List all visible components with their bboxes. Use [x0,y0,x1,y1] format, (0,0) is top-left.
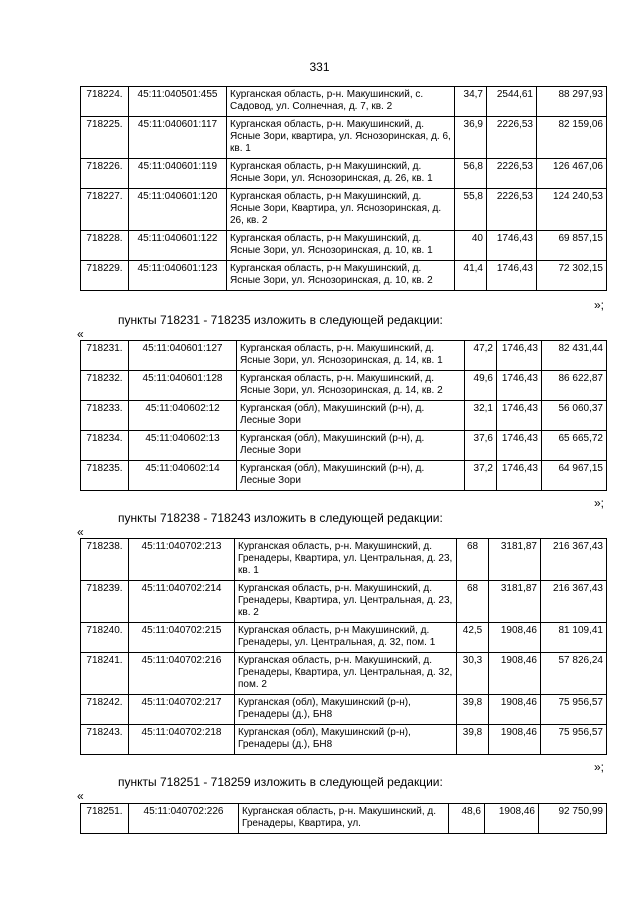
cadastral-number: 45:11:040501:455 [129,87,227,117]
table-1 [80,86,607,291]
value: 81 109,41 [541,623,607,653]
value: 64 967,15 [542,461,607,491]
table-row [81,371,607,401]
address: Курганская область, р-н Макушинский, д. Ясные Зори, Квартира, ул. Яснозоринская, д. 26, кв. 2 [227,189,455,231]
cadastral-number: 45:11:040601:120 [129,189,227,231]
address: Курганская область, р-н. Макушинский, д. Ясные Зори, квартира, ул. Яснозоринская, д. 6, кв. 1 [227,117,455,159]
table-row [81,539,607,581]
value: 216 367,43 [541,581,607,623]
row-number: 718239. [81,581,129,623]
value: 82 159,06 [537,117,607,159]
area: 41,4 [455,261,487,291]
value: 56 060,37 [542,401,607,431]
area: 34,7 [455,87,487,117]
address: Курганская область, р-н. Макушинский, д. Ясные Зори, ул. Яснозоринская, д. 14, кв. 2 [237,371,465,401]
cadastral-number: 45:11:040702:226 [129,804,239,834]
rate: 1746,43 [487,231,537,261]
value: 75 956,57 [541,725,607,755]
value: 72 302,15 [537,261,607,291]
cadastral-number: 45:11:040702:218 [129,725,235,755]
address: Курганская (обл), Макушинский (р-н), д. Лесные Зори [237,401,465,431]
area: 48,6 [449,804,485,834]
area: 39,8 [457,695,489,725]
cadastral-number: 45:11:040602:14 [129,461,237,491]
area: 37,6 [465,431,497,461]
rate: 1746,43 [497,431,542,461]
area: 68 [457,539,489,581]
table-row [81,725,607,755]
cadastral-number: 45:11:040702:213 [129,539,235,581]
page-number: 331 [309,60,330,74]
value: 65 665,72 [542,431,607,461]
address: Курганская область, р-н. Макушинский, д. Гренадеры, Квартира, ул. [239,804,449,834]
rate: 1908,46 [485,804,539,834]
cadastral-number: 45:11:040601:123 [129,261,227,291]
row-number: 718243. [81,725,129,755]
cadastral-number: 45:11:040702:214 [129,581,235,623]
closing-quote: »; [594,496,605,510]
value: 92 750,99 [539,804,607,834]
cadastral-number: 45:11:040602:13 [129,431,237,461]
table-row [81,431,607,461]
table-row [81,804,607,834]
address: Курганская область, р-н. Макушинский, д. Ясные Зори, ул. Яснозоринская, д. 14, кв. 1 [237,341,465,371]
cadastral-number: 45:11:040601:127 [129,341,237,371]
table-row [81,231,607,261]
cadastral-number: 45:11:040601:119 [129,159,227,189]
value: 216 367,43 [541,539,607,581]
row-number: 718224. [81,87,129,117]
table-row [81,623,607,653]
table-row [81,261,607,291]
table-2 [80,340,607,491]
area: 56,8 [455,159,487,189]
row-number: 718251. [81,804,129,834]
row-number: 718227. [81,189,129,231]
area: 39,8 [457,725,489,755]
value: 75 956,57 [541,695,607,725]
address: Курганская область, р-н Макушинский, д. Ясные Зори, ул. Яснозоринская, д. 10, кв. 1 [227,231,455,261]
rate: 1746,43 [497,401,542,431]
cadastral-number: 45:11:040601:122 [129,231,227,261]
area: 40 [455,231,487,261]
table-4 [80,803,607,834]
cadastral-number: 45:11:040602:12 [129,401,237,431]
table-row [81,117,607,159]
address: Курганская (обл), Макушинский (р-н), д. Лесные Зори [237,431,465,461]
address: Курганская область, р-н. Макушинский, д. Гренадеры, Квартира, ул. Центральная, д. 23, кв. 2 [235,581,457,623]
area: 37,2 [465,461,497,491]
area: 49,6 [465,371,497,401]
address: Курганская (обл), Макушинский (р-н), Гренадеры (д.), БН8 [235,695,457,725]
table-row [81,695,607,725]
row-number: 718228. [81,231,129,261]
row-number: 718234. [81,431,129,461]
instruction-text: пункты 718238 - 718243 изложить в следующей редакции: [118,511,443,525]
area: 55,8 [455,189,487,231]
address: Курганская (обл), Макушинский (р-н), д. Лесные Зори [237,461,465,491]
opening-quote: « [77,525,84,539]
row-number: 718241. [81,653,129,695]
closing-quote: »; [594,298,605,312]
area: 47,2 [465,341,497,371]
address: Курганская область, р-н Макушинский, д. Гренадеры, ул. Центральная, д. 32, пом. 1 [235,623,457,653]
table-row [81,401,607,431]
value: 126 467,06 [537,159,607,189]
table-3 [80,538,607,755]
table-row [81,341,607,371]
cadastral-number: 45:11:040702:215 [129,623,235,653]
rate: 1746,43 [487,261,537,291]
rate: 1908,46 [489,623,541,653]
rate: 1908,46 [489,695,541,725]
cadastral-number: 45:11:040702:216 [129,653,235,695]
address: Курганская область, р-н. Макушинский, д. Гренадеры, Квартира, ул. Центральная, д. 32, пом. 2 [235,653,457,695]
value: 82 431,44 [542,341,607,371]
instruction-text: пункты 718251 - 718259 изложить в следующей редакции: [118,775,443,789]
rate: 2226,53 [487,117,537,159]
value: 88 297,93 [537,87,607,117]
address: Курганская область, р-н. Макушинский, д. Гренадеры, Квартира, ул. Центральная, д. 23, кв. 1 [235,539,457,581]
rate: 3181,87 [489,539,541,581]
address: Курганская область, р-н Макушинский, д. Ясные Зори, ул. Яснозоринская, д. 26, кв. 1 [227,159,455,189]
rate: 1746,43 [497,341,542,371]
address: Курганская область, р-н. Макушинский, с. Садовод, ул. Солнечная, д. 7, кв. 2 [227,87,455,117]
area: 68 [457,581,489,623]
table-row [81,653,607,695]
table-row [81,87,607,117]
value: 69 857,15 [537,231,607,261]
row-number: 718240. [81,623,129,653]
row-number: 718232. [81,371,129,401]
closing-quote: »; [594,760,605,774]
row-number: 718233. [81,401,129,431]
table-row [81,461,607,491]
row-number: 718225. [81,117,129,159]
rate: 2226,53 [487,189,537,231]
cadastral-number: 45:11:040601:128 [129,371,237,401]
area: 30,3 [457,653,489,695]
rate: 1746,43 [497,371,542,401]
area: 32,1 [465,401,497,431]
address: Курганская область, р-н Макушинский, д. Ясные Зори, ул. Яснозоринская, д. 10, кв. 2 [227,261,455,291]
instruction-text: пункты 718231 - 718235 изложить в следующей редакции: [118,313,443,327]
cadastral-number: 45:11:040601:117 [129,117,227,159]
row-number: 718242. [81,695,129,725]
rate: 1746,43 [497,461,542,491]
row-number: 718226. [81,159,129,189]
rate: 1908,46 [489,725,541,755]
area: 42,5 [457,623,489,653]
row-number: 718235. [81,461,129,491]
rate: 3181,87 [489,581,541,623]
address: Курганская (обл), Макушинский (р-н), Гренадеры (д.), БН8 [235,725,457,755]
rate: 1908,46 [489,653,541,695]
rate: 2226,53 [487,159,537,189]
table-row [81,159,607,189]
area: 36,9 [455,117,487,159]
rate: 2544,61 [487,87,537,117]
opening-quote: « [77,327,84,341]
row-number: 718231. [81,341,129,371]
table-row [81,189,607,231]
value: 86 622,87 [542,371,607,401]
table-row [81,581,607,623]
value: 124 240,53 [537,189,607,231]
value: 57 826,24 [541,653,607,695]
cadastral-number: 45:11:040702:217 [129,695,235,725]
opening-quote: « [77,789,84,803]
row-number: 718238. [81,539,129,581]
row-number: 718229. [81,261,129,291]
